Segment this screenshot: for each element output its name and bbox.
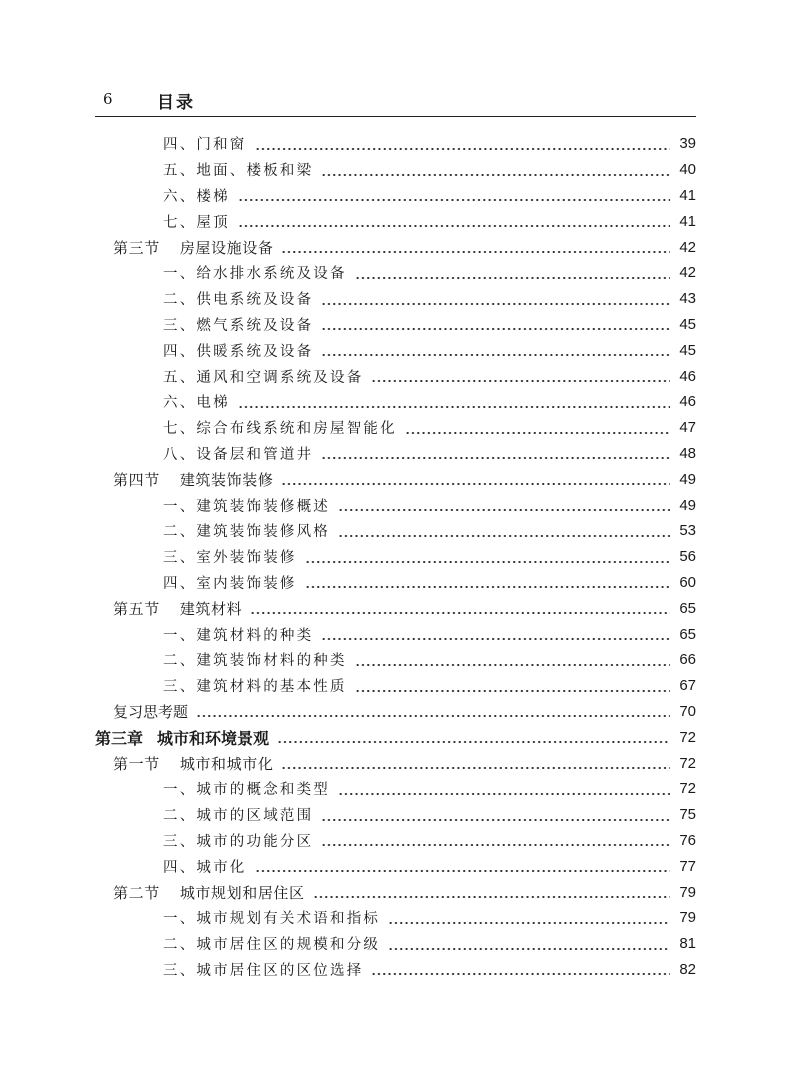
dot-leader: [281, 251, 670, 253]
toc-entry-label: [163, 804, 313, 825]
toc-page-number: 43: [679, 290, 696, 308]
dot-leader: [371, 380, 670, 382]
toc-page-number: 70: [679, 702, 696, 720]
toc-entry-label: [163, 133, 247, 154]
header-rule: [95, 116, 696, 117]
toc-entry[interactable]: [0, 647, 696, 673]
toc-entry[interactable]: [0, 234, 696, 260]
toc-entry-number: 一、建筑装饰装修概述: [163, 498, 330, 515]
toc-entry[interactable]: [0, 931, 696, 957]
dot-leader: [238, 406, 670, 408]
toc-entry[interactable]: [0, 776, 696, 802]
toc-entry[interactable]: [0, 879, 696, 905]
dot-leader: [196, 715, 670, 717]
toc-entry-title: 城市和环境景观: [157, 728, 270, 748]
toc-entry-label: [113, 469, 273, 490]
toc-entry-number: 四、城市化: [163, 859, 247, 876]
toc-page-number: 39: [679, 135, 696, 153]
toc-entry[interactable]: [0, 492, 696, 518]
toc-entry-number: 五、通风和空调系统及设备: [163, 369, 364, 386]
dot-leader: [321, 328, 670, 330]
toc-page-number: 56: [679, 548, 696, 566]
toc-entry-label: [163, 624, 313, 645]
toc-entry-number: 二、城市居住区的规模和分级: [163, 937, 381, 954]
toc-entry-label: [163, 546, 297, 567]
dot-leader: [321, 457, 670, 459]
header-title: 目录: [157, 93, 195, 113]
toc-page-number: 40: [679, 161, 696, 179]
dot-leader: [250, 612, 670, 614]
dot-leader: [321, 638, 670, 640]
toc-entry-number: 七、屋顶: [163, 214, 230, 231]
toc-page-number: 77: [679, 857, 696, 875]
toc-page-number: 81: [679, 935, 696, 953]
toc-entry-number: 四、供暖系统及设备: [163, 343, 314, 360]
dot-leader: [338, 509, 670, 511]
toc-entry-label: [163, 262, 347, 283]
toc-page-number: 49: [679, 470, 696, 488]
toc-entry-label: [163, 288, 313, 309]
toc-entry-label: [163, 185, 230, 206]
toc-page-number: 65: [679, 599, 696, 617]
dot-leader: [321, 844, 670, 846]
toc-entry-label: [163, 856, 247, 877]
toc-entry-label: [163, 391, 230, 412]
toc-entry-title: 建筑装饰装修: [179, 470, 274, 489]
page-number: 6: [103, 90, 113, 108]
toc-entry-number: 五、地面、楼板和梁: [163, 163, 314, 180]
dot-leader: [338, 793, 670, 795]
toc-entry-label: [113, 753, 273, 774]
toc-page-number: 53: [679, 522, 696, 540]
dot-leader: [255, 148, 671, 150]
toc-page-number: 65: [679, 625, 696, 643]
toc-entry[interactable]: [0, 183, 696, 209]
toc-entry-number: 二、城市的区域范围: [163, 808, 314, 825]
table-of-contents: [0, 131, 790, 982]
toc-entry-label: [163, 959, 363, 980]
toc-entry-number: 三、燃气系统及设备: [163, 317, 314, 334]
toc-entry-title: 房屋设施设备: [179, 238, 274, 257]
toc-entry-label: [113, 237, 273, 258]
toc-entry-label: [163, 366, 363, 387]
toc-entry[interactable]: [0, 389, 696, 415]
toc-entry[interactable]: [0, 853, 696, 879]
toc-entry[interactable]: [0, 260, 696, 286]
toc-entry-label: [163, 340, 313, 361]
toc-entry-label: [163, 778, 330, 799]
toc-entry-number: 三、城市居住区的区位选择: [163, 962, 364, 979]
toc-entry-label: [163, 520, 330, 541]
toc-page-number: 75: [679, 806, 696, 824]
toc-entry[interactable]: [0, 621, 696, 647]
dot-leader: [281, 767, 670, 769]
toc-entry[interactable]: [0, 286, 696, 312]
dot-leader: [388, 922, 670, 924]
toc-entry[interactable]: [0, 802, 696, 828]
toc-entry-label: [163, 675, 347, 696]
toc-entry-number: 一、城市的概念和类型: [163, 782, 330, 799]
toc-page-number: 45: [679, 341, 696, 359]
dot-leader: [405, 432, 670, 434]
toc-entry-number: 复习思考题: [113, 702, 189, 721]
toc-entry-label: [113, 882, 305, 903]
toc-entry-number: 第一节: [113, 754, 160, 773]
toc-entry[interactable]: [0, 518, 696, 544]
toc-entry-number: 四、门和窗: [163, 137, 247, 154]
toc-page-number: 49: [679, 496, 696, 514]
running-header: [95, 88, 695, 114]
toc-page-number: 79: [679, 883, 696, 901]
toc-page-number: 41: [679, 186, 696, 204]
toc-entry-number: 一、给水排水系统及设备: [163, 266, 347, 283]
toc-page-number: 72: [679, 728, 696, 746]
toc-entry-label: [113, 598, 242, 619]
toc-entry-title: 建筑材料: [179, 599, 243, 618]
dot-leader: [355, 664, 670, 666]
toc-entry-number: 第三章: [95, 728, 144, 748]
toc-entry[interactable]: [0, 312, 696, 338]
dot-leader: [388, 948, 670, 950]
toc-entry-title: 城市和城市化: [179, 754, 274, 773]
toc-entry-label: [95, 726, 269, 749]
dot-leader: [321, 354, 670, 356]
toc-entry[interactable]: [0, 157, 696, 183]
dot-leader: [255, 870, 671, 872]
toc-entry-label: [163, 314, 313, 335]
toc-entry-label: [163, 572, 297, 593]
toc-entry-number: 二、建筑装饰材料的种类: [163, 653, 347, 670]
toc-entry[interactable]: [0, 363, 696, 389]
toc-entry-label: [163, 495, 330, 516]
toc-entry-title: 城市规划和居住区: [179, 883, 305, 902]
toc-entry-number: 二、供电系统及设备: [163, 292, 314, 309]
toc-page-number: 79: [679, 909, 696, 927]
toc-entry-number: 八、设备层和管道井: [163, 446, 314, 463]
toc-entry-number: 三、建筑材料的基本性质: [163, 679, 347, 696]
toc-entry[interactable]: [0, 337, 696, 363]
toc-page-number: 72: [679, 780, 696, 798]
toc-page-number: 46: [679, 367, 696, 385]
toc-entry-number: 一、城市规划有关术语和指标: [163, 911, 381, 928]
dot-leader: [238, 199, 670, 201]
toc-page-number: 72: [679, 754, 696, 772]
toc-entry-label: [163, 159, 313, 180]
toc-page-number: 82: [679, 960, 696, 978]
toc-entry[interactable]: [0, 595, 696, 621]
dot-leader: [338, 535, 670, 537]
toc-entry[interactable]: [0, 466, 696, 492]
toc-page-number: 76: [679, 831, 696, 849]
toc-entry[interactable]: [0, 957, 696, 983]
toc-entry[interactable]: [0, 699, 696, 725]
toc-page-number: 41: [679, 212, 696, 230]
toc-entry-number: 第二节: [113, 883, 160, 902]
toc-page-number: 42: [679, 264, 696, 282]
toc-page-number: 46: [679, 393, 696, 411]
dot-leader: [321, 174, 670, 176]
toc-page-number: 66: [679, 651, 696, 669]
toc-entry-number: 第四节: [113, 470, 160, 489]
toc-entry[interactable]: [0, 724, 696, 750]
dot-leader: [305, 586, 670, 588]
toc-entry-label: [163, 649, 347, 670]
toc-entry[interactable]: [0, 673, 696, 699]
dot-leader: [371, 973, 670, 975]
toc-page-number: 47: [679, 419, 696, 437]
toc-entry-number: 三、室外装饰装修: [163, 550, 297, 567]
toc-page-number: 67: [679, 677, 696, 695]
toc-page-number: 45: [679, 315, 696, 333]
toc-entry-number: 三、城市的功能分区: [163, 833, 314, 850]
toc-entry-number: 一、建筑材料的种类: [163, 627, 314, 644]
toc-entry-number: 六、电梯: [163, 395, 230, 412]
toc-entry-number: 七、综合布线系统和房屋智能化: [163, 421, 397, 438]
dot-leader: [281, 483, 670, 485]
toc-entry-label: [163, 830, 313, 851]
toc-page-number: 42: [679, 238, 696, 256]
toc-page-number: 60: [679, 573, 696, 591]
toc-entry-label: [163, 933, 380, 954]
toc-entry-number: 第三节: [113, 238, 160, 257]
toc-entry[interactable]: [0, 750, 696, 776]
toc-entry-number: 四、室内装饰装修: [163, 575, 297, 592]
toc-entry-number: 六、楼梯: [163, 188, 230, 205]
toc-entry[interactable]: [0, 208, 696, 234]
toc-page-number: 48: [679, 444, 696, 462]
dot-leader: [355, 277, 670, 279]
dot-leader: [321, 303, 670, 305]
toc-entry[interactable]: [0, 441, 696, 467]
toc-entry[interactable]: [0, 570, 696, 596]
dot-leader: [313, 896, 670, 898]
toc-entry[interactable]: [0, 828, 696, 854]
toc-entry-label: [113, 701, 188, 722]
toc-entry-label: [163, 907, 380, 928]
toc-entry-number: 二、建筑装饰装修风格: [163, 524, 330, 541]
toc-entry-label: [163, 417, 397, 438]
toc-entry[interactable]: [0, 131, 696, 157]
dot-leader: [355, 690, 670, 692]
toc-entry[interactable]: [0, 415, 696, 441]
dot-leader: [277, 741, 670, 743]
toc-entry-label: [163, 443, 313, 464]
toc-entry-number: 第五节: [113, 599, 160, 618]
toc-entry-label: [163, 211, 230, 232]
dot-leader: [305, 561, 670, 563]
toc-entry[interactable]: [0, 544, 696, 570]
toc-entry[interactable]: [0, 905, 696, 931]
dot-leader: [238, 225, 670, 227]
dot-leader: [321, 819, 670, 821]
